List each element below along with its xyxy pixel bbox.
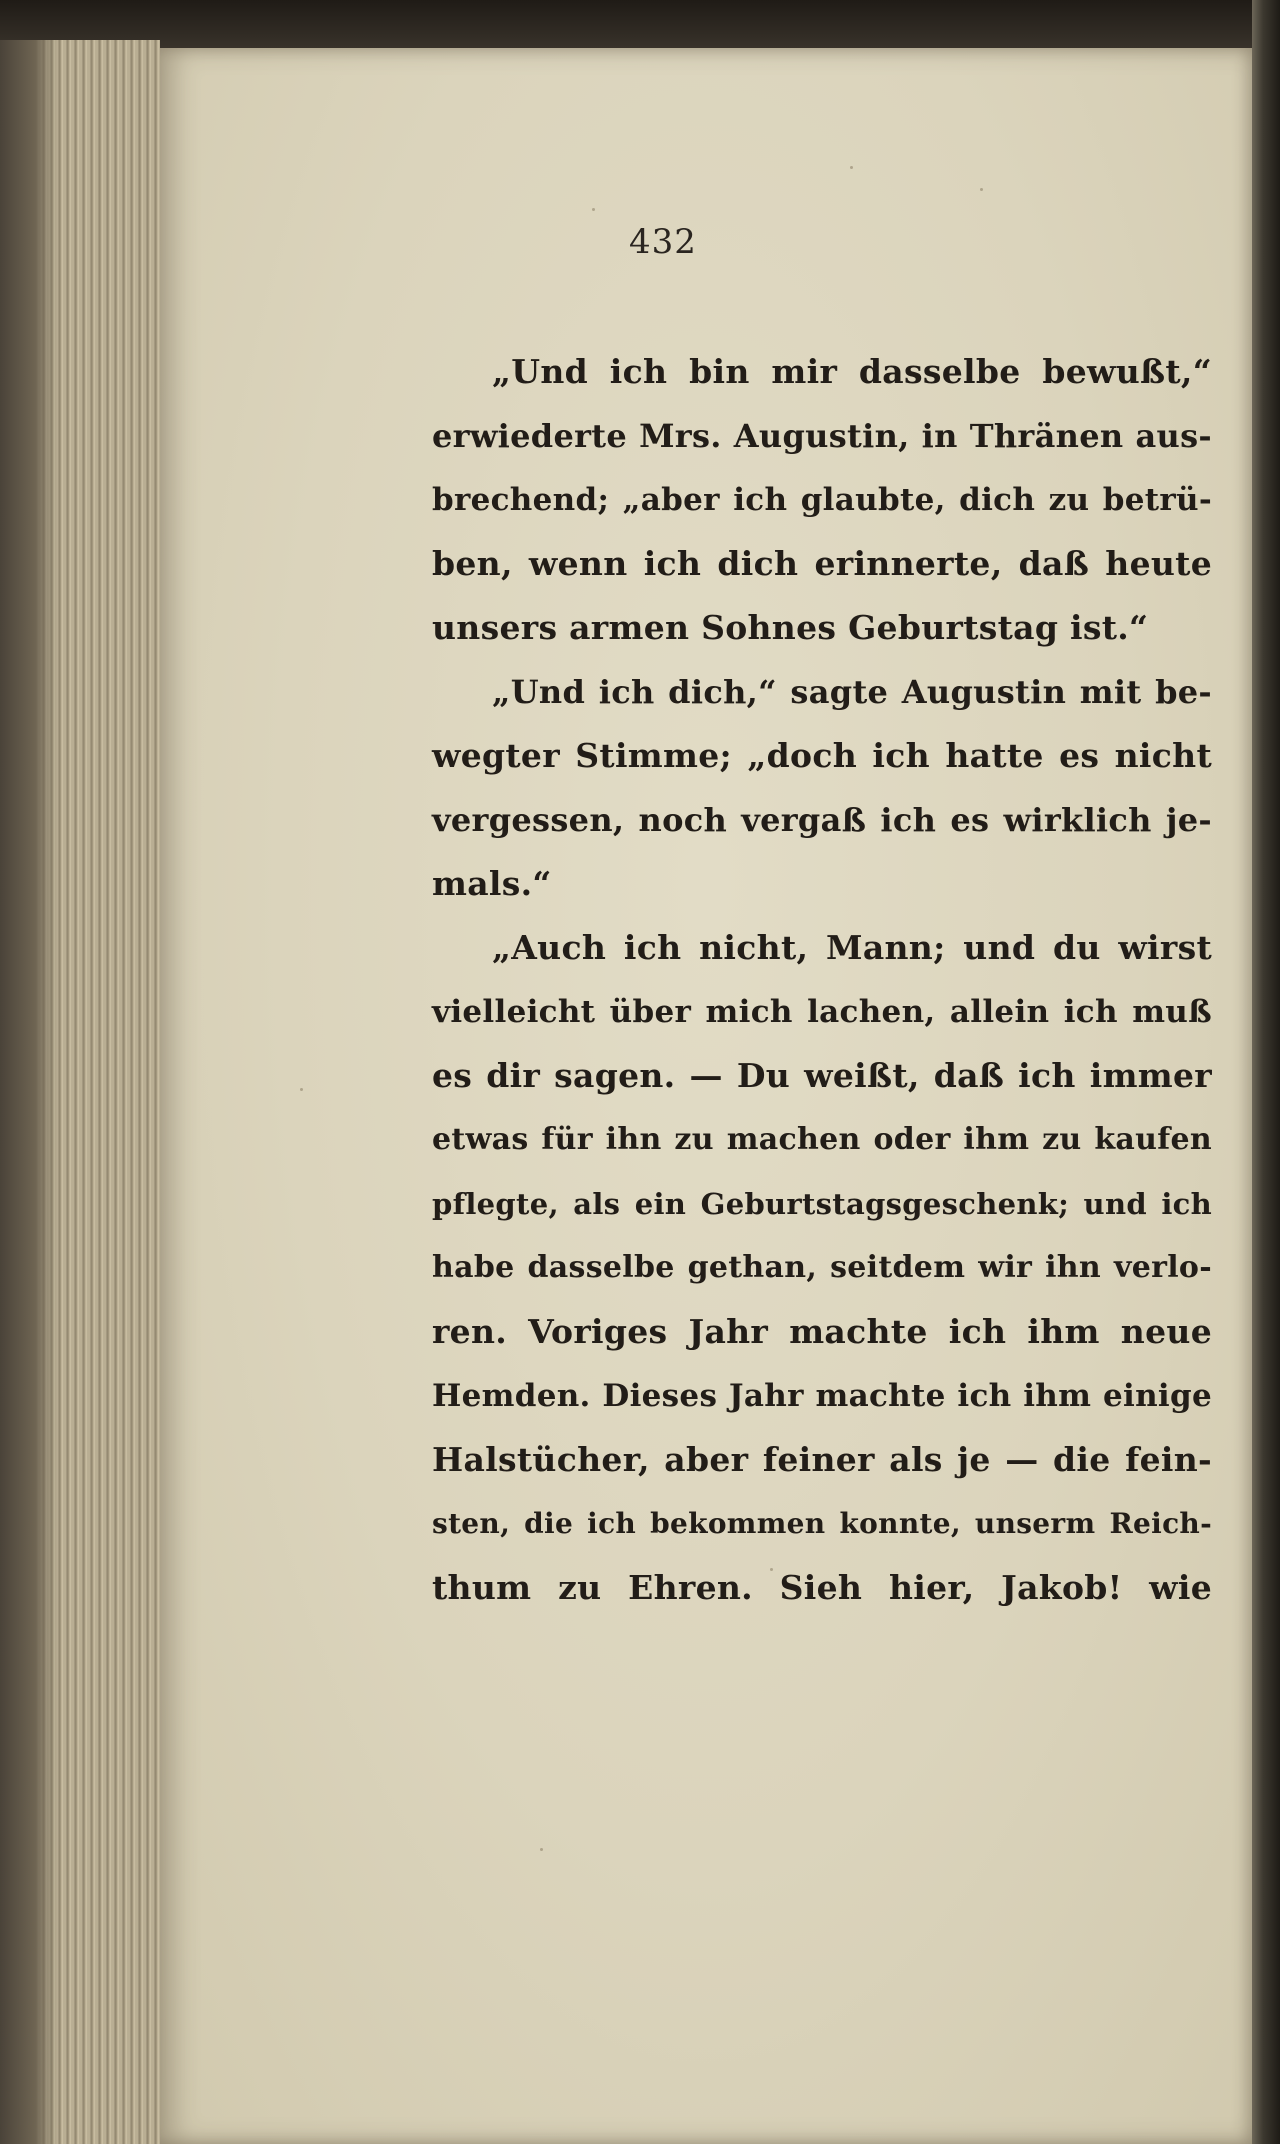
paper-speck — [300, 1088, 303, 1091]
page-edges-stack — [0, 40, 160, 2144]
text-line: erwiederte Mrs. Augustin, in Thränen aus- — [432, 417, 1212, 455]
page-number: 432 — [629, 222, 697, 262]
book-top-edge — [0, 0, 1280, 50]
text-line: sten, die ich bekommen konnte, unserm Reich- — [432, 1507, 1212, 1540]
paper-speck — [592, 208, 595, 211]
paper-speck — [540, 1848, 543, 1851]
text-line: brechend; „aber ich glaubte, dich zu betrü- — [432, 482, 1212, 518]
text-line: etwas für ihn zu machen oder ihm zu kaufen — [432, 1122, 1212, 1157]
text-line: Hemden. Dieses Jahr machte ich ihm einige — [432, 1378, 1212, 1414]
text-line: mals.“ — [432, 864, 552, 903]
text-line: vielleicht über mich lachen, allein ich muß — [432, 994, 1212, 1030]
body-text — [432, 340, 1212, 1620]
book-right-edge — [1252, 0, 1280, 2144]
paper-speck — [980, 188, 983, 191]
text-line: „Und ich dich,“ sagte Augustin mit be- — [492, 673, 1212, 711]
text-line: wegter Stimme; „doch ich hatte es nicht — [432, 736, 1212, 775]
text-line: thum zu Ehren. Sieh hier, Jakob! wie — [432, 1568, 1212, 1607]
text-line: pflegte, als ein Geburtstagsgeschenk; und ich — [432, 1187, 1212, 1221]
text-line: es dir sagen. — Du weißt, daß ich immer — [432, 1056, 1212, 1095]
text-line: „Und ich bin mir dasselbe bewußt,“ — [492, 352, 1212, 391]
text-line: habe dasselbe gethan, seitdem wir ihn verlo- — [432, 1250, 1212, 1285]
text-line: ben, wenn ich dich erinnerte, daß heute — [432, 544, 1212, 583]
text-line: „Auch ich nicht, Mann; und du wirst — [492, 928, 1212, 967]
text-line: ren. Voriges Jahr machte ich ihm neue — [432, 1312, 1212, 1351]
text-line: unsers armen Sohnes Geburtstag ist.“ — [432, 608, 1149, 647]
paper-speck — [850, 166, 853, 169]
text-line: vergessen, noch vergaß ich es wirklich je- — [432, 801, 1212, 839]
text-line: Halstücher, aber feiner als je — die fein- — [432, 1440, 1212, 1479]
